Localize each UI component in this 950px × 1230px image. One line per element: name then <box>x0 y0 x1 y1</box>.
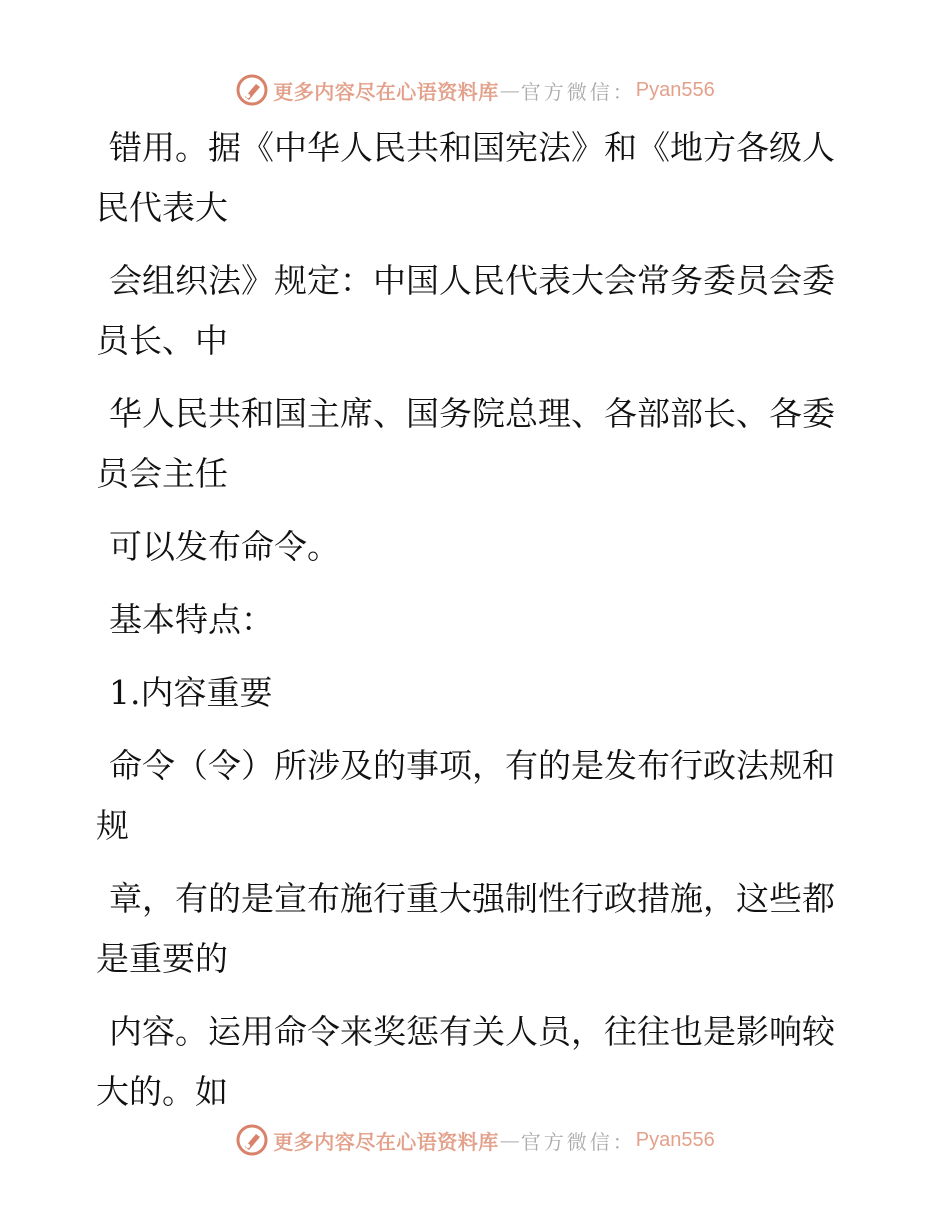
paragraph-5: 基本特点： <box>109 600 274 639</box>
header-banner <box>0 70 950 110</box>
banner-dash: — <box>499 78 520 102</box>
pen-nib-icon <box>235 1123 269 1157</box>
paragraph-1: 错用。据《中华人民共和国宪法》和《地方各级人民代表大 <box>96 128 835 227</box>
paragraph-4: 可以发布命令。 <box>109 527 340 566</box>
banner-wechat-id: Pyan556 <box>635 78 715 101</box>
footer-banner <box>0 1120 950 1160</box>
paragraph-7: 命令（令）所涉及的事项，有的是发布行政法规和规 <box>96 746 835 845</box>
paragraph-6: 1.内容重要 <box>109 673 273 712</box>
paragraph-2: 会组织法》规定：中国人民代表大会常务委员会委员长、中 <box>96 261 835 360</box>
paragraph-3: 华人民共和国主席、国务院总理、各部部长、各委员会主任 <box>96 394 835 493</box>
banner-brand-text: 更多内容尽在心语资料库 <box>273 79 499 104</box>
banner-wechat-label: 官方微信： <box>520 79 636 104</box>
banner-dash: — <box>499 1128 520 1152</box>
paragraph-9: 内容。运用命令来奖惩有关人员，往往也是影响较大的。如 <box>96 1012 835 1111</box>
document-body <box>96 118 836 1135</box>
banner-wechat-label: 官方微信： <box>520 1129 636 1154</box>
banner-brand-text: 更多内容尽在心语资料库 <box>273 1129 499 1154</box>
paragraph-8: 章，有的是宣布施行重大强制性行政措施，这些都是重要的 <box>96 879 835 978</box>
banner-wechat-id: Pyan556 <box>635 1128 715 1151</box>
pen-nib-icon <box>235 73 269 107</box>
